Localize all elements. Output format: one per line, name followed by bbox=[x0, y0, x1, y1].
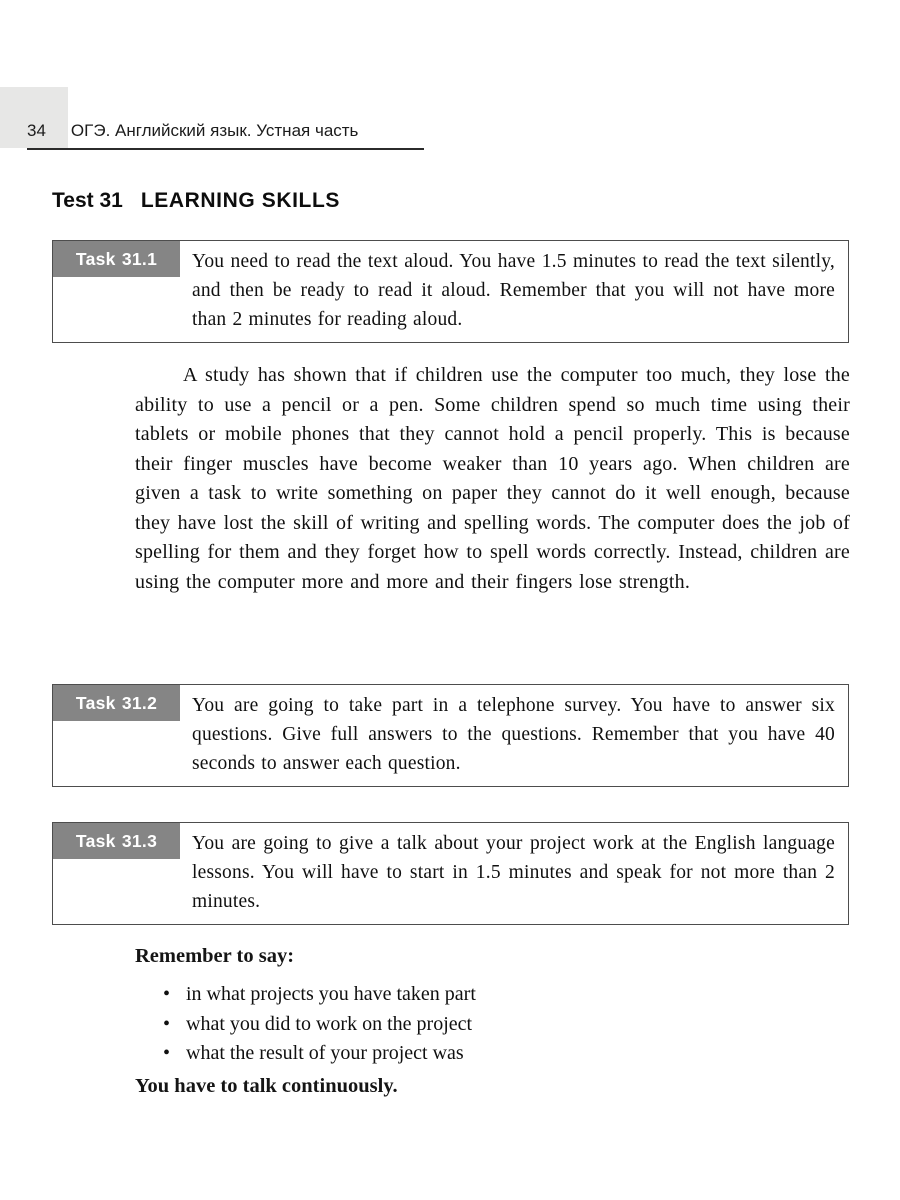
remember-heading: Remember to say: bbox=[135, 945, 295, 967]
task-box-31-3 bbox=[52, 822, 849, 925]
test-title bbox=[52, 189, 340, 213]
running-header-text: ОГЭ. Английский язык. Устная часть bbox=[70, 121, 359, 140]
task-text: You are going to take part in a telephone survey. You have to answer six questions. Give full answers to the questions. Remember that you have 40 seconds to answer each question. bbox=[192, 695, 835, 774]
test-name: LEARNING SKILLS bbox=[140, 189, 340, 212]
task-text: You are going to give a talk about your project work at the English language lessons. You will have to start in 1.5 minutes and speak for not more than 2 minutes. bbox=[192, 833, 835, 912]
talk-continuously-note: You have to talk continuously. bbox=[135, 1075, 398, 1097]
list-item: • what you did to work on the project bbox=[186, 1010, 476, 1040]
test-number: Test 31 bbox=[52, 189, 123, 212]
task-box-31-2 bbox=[52, 684, 849, 787]
task-label: Task 31.1 bbox=[53, 241, 180, 277]
list-item: • in what projects you have taken part bbox=[186, 980, 476, 1010]
task-text: You need to read the text aloud. You have 1.5 minutes to read the text silently, and then be ready to read it aloud. Remember that you will not have more than 2 minutes for reading aloud. bbox=[192, 251, 835, 330]
running-header bbox=[27, 121, 424, 150]
bullet-list bbox=[186, 980, 476, 1069]
task-box-31-1 bbox=[52, 240, 849, 343]
page-number: 34 bbox=[27, 121, 46, 140]
list-item: • what the result of your project was bbox=[186, 1039, 476, 1069]
task-label: Task 31.3 bbox=[53, 823, 180, 859]
task-label: Task 31.2 bbox=[53, 685, 180, 721]
reading-passage: A study has shown that if children use the computer too much, they lose the ability to use a pencil or a pen. Some children spend so much time using their tablets or mobile phones that they cannot hold a pencil properly. This is because their finger muscles have become weaker than 10 years ago. When children are given a task to write something on paper they cannot do it well enough, because they have lost the skill of writing and spelling words. The computer does the job of spelling for them and they forget how to spell words correctly. Instead, children are using the computer more and more and their fingers lose strength. bbox=[135, 364, 850, 593]
